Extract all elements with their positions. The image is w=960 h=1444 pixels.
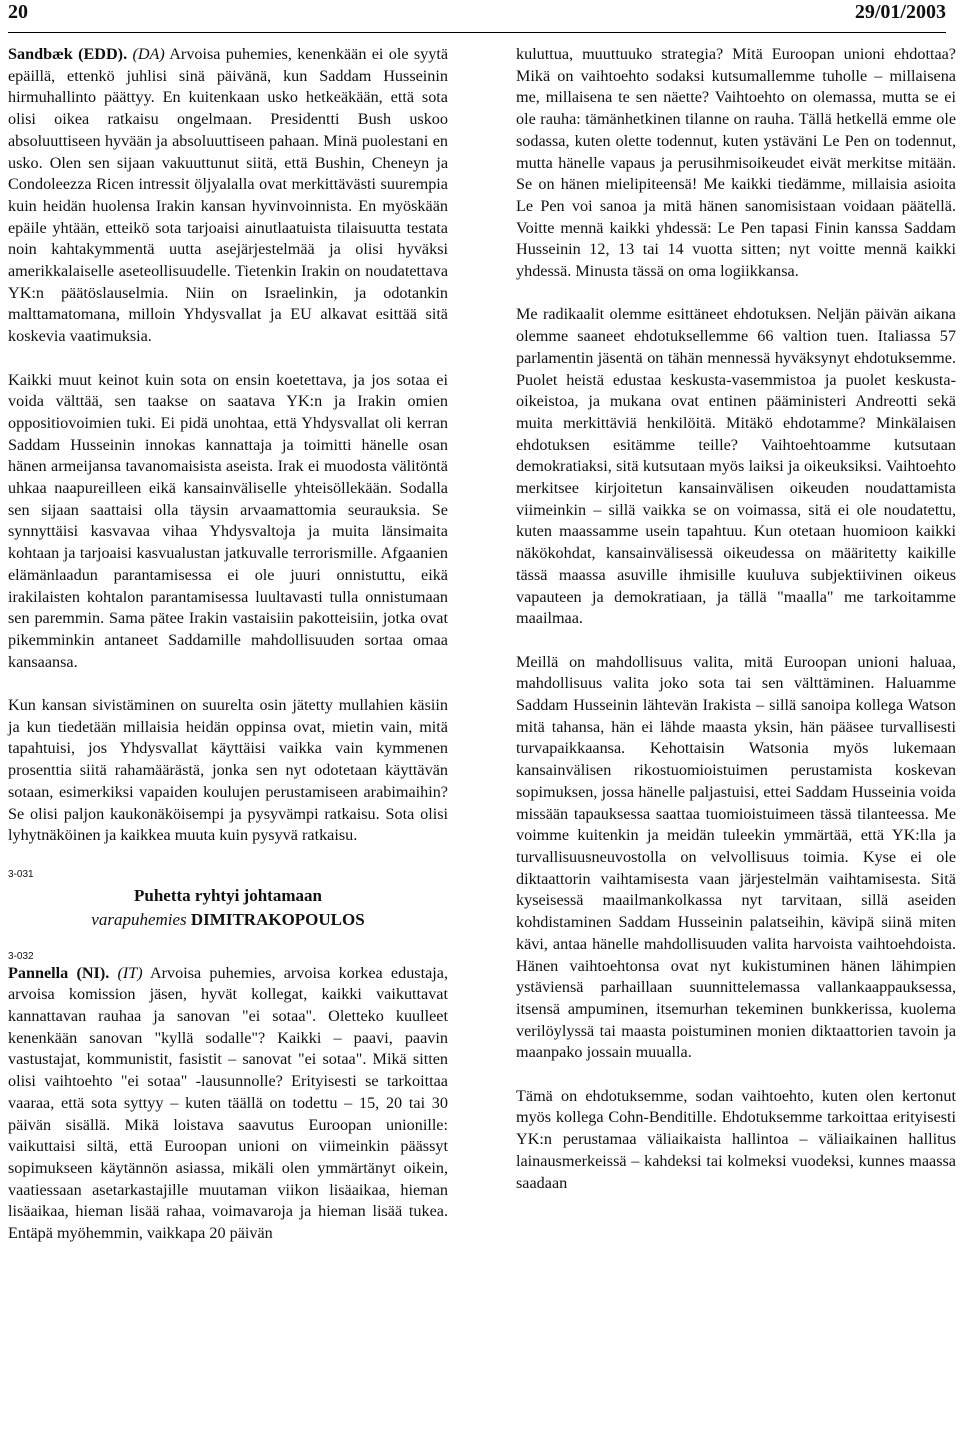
speech-text: Arvoisa puhemies, arvoisa korkea edustaja, arvoisa komission jäsen, hyvät kollegat, kaikki vaikuttavat kannattavan rauhaa ja sanovan "ei sotaa". Oletteko kuulleet kenenkään sanovan "kyllä sodalle"? Kaikki – paavi, paavin vastustajat, kommunistit, fasistit – sanovat "ei sotaa". Mikä sitten olisi vaihtoehto "ei sotaa" -lausunnolle? Erityisesti se tarkoittaa vaaraa, että sota syttyy – kuten täällä on todettu – 15, 20 tai 30 päivän sisällä. Mikä loistava saavutus Euroopan unionille: vaikuttaisi siltä, että Euroopan unioni on viimeinkin päässyt sopimukseen käytännön asiassa, mikäli olen ymmärtänyt oikein, vaatiessaan asetarkastajille muutaman viikon lisäaikaa, hieman lisäaikaa, hieman lisää rahaa, voimavaroja ja hieman lisää tukea. Entäpä myöhemmin, vaikkapa 20 päivän: [8, 963, 448, 1243]
chair-role: varapuhemies: [91, 909, 187, 929]
page-number: 20: [8, 1, 28, 23]
item-reference: 3-031: [8, 868, 34, 880]
speech-text: Arvoisa puhemies, kenenkään ei ole syytä epäillä, ettenkö juhlisi sinä päivänä, kun Saddam Husseinin hirmuhallinto päättyy. En kuitenkaan usko hetkeäkään, että sota olisi oikea ratkaisu ongelmaan. Presidentti Bush uskoo absoluuttiseen hyvään ja absoluuttiseen pahaan. Minä puolestani en usko. Olen sen sijaan vakuuttunut siitä, että Bushin, Cheneyn ja Condoleezza Ricen intressit öljyalalla ovat merkittävästi suurempia kuin heidän huolensa Irakin kansan hyvinvoinnista. En myöskään epäile yhtään, etteikö sota tarjoaisi ainutlaatuista tilaisuutta testata noin kahtakymmentä uutta asejärjestelmää ja olisi hyväksi amerikkalaiselle aseteollisuudelle. Tietenkin Irakin on noudatettava YK:n päätöslauselmia. Niin on Israelinkin, ja odotankin malttamatomana, milloin Yhdysvallat ja EU alkavat esittää sitä koskevia vaatimuksia.: [8, 45, 448, 346]
left-column: [8, 44, 448, 1245]
agenda-title: Puhetta ryhtyi johtamaan: [134, 885, 322, 905]
language-tag: (IT): [109, 963, 143, 982]
speech-pannella-paragraph-3: Me radikaalit olemme esittäneet ehdotuksen. Neljän päivän aikana olemme saaneet ehdotuksellemme 66 valtion tuen. Italiassa 57 parlamentin jäsentä on tähän mennessä hyväksynyt ehdotuksemme. Puolet heistä edustaa keskusta-vasemmistoa ja puolet keskusta-oikeistoa, ja mukana ovat entinen pääministeri Andreotti sekä muita merkittäviä henkilöitä. Mitäkö ehdotamme? Minkälaisen ehdotuksen esitämme teille? Vaihtoehtoamme kutsutaan demokratiaksi, sitä kutsutaan myös laiksi ja oikeuksiksi. Vaihtoehto merkitsee kirjoitetun kansainvälisen oikeuden noudattamista viimeinkin – sillä vaikka se on voimassa, sitä ei ole noudatettu, kuten maassamme usein tapahtuu. Kun otetaan huomioon kaikki näkökohdat, kansainvälisessä oikeudessa on määritetty kaikille tässä maassa asuville ihmisille kuuluva subjektiivinen oikeus vapauteen ja demokratiaan, ja tällä "maalla" me tarkoitamme maailmaa.: [516, 305, 956, 628]
agenda-chair: [8, 909, 448, 931]
page-date: 29/01/2003: [854, 1, 946, 23]
speech-pannella-paragraph-4: Meillä on mahdollisuus valita, mitä Euroopan unioni haluaa, mahdollisuus valita joko sota tai sen välttäminen. Haluamme Saddam Husseinin lähtevän Irakista – sillä sanoipa kollega Watson mitä tahansa, hän ei lähde maasta yksin, hän pääsee turvallisesti turvapaikkaansa. Kehottaisin Watsonia myös lukemaan kansainvälisen rikostuomioistuimen perustamista koskevan sopimuksen, jossa hänelle paljastuisi, ettei Saddam Husseinia voida missään tapauksessa saattaa tuomioistuimeen tässä tilanteessa. Me voimme kuitenkin ja meidän tuleekin ymmärtää, että YK:lla ja turvallisuusneuvostolla on velvollisuus toimia. Kyse ei ole diktaattorin vaihtamisesta vaan järjestelmän vaihtamisesta. Sitä kyseisessä maailmankolkassa nyt tarvitaan, sillä aseiden kohdistaminen Saddam Husseinin palatseihin, kävipä siinä miten kävi, antaa hänelle mahdollisuuden valita harvoista vaihtoehdoista. Hänen vaihtoehtonsa ovat nyt kukistuminen hänen lähimpien ystäviensä parhaillaan suunnittelemassa vallankaappauksessa, itsensä ampuminen, itsemurhan tekeminen bunkkerissa, kuolema verilöylyssä tai maasta poistuminen monien diktaattorien tavoin ja maanpako jossain muualla.: [516, 652, 956, 1062]
agenda-chair-change: [8, 869, 448, 931]
chair-name: DIMITRAKOPOULOS: [190, 909, 365, 929]
speech-sandbaek-paragraph-3: Kun kansan sivistäminen on suurelta osin jätetty mullahien käsiin ja kun tiedetään millaisia heidän oppinsa ovat, mietin vain, mitä tapahtuisi, jos Yhdysvallat käyttäisi vaikka vain kymmenen prosenttia siitä rahamäärästä, jonka sen nyt odotetaan käyttävän sotaan, esimerkiksi vapaiden koulujen perustamiseen arabimaihin? Se olisi paljon kaukonäköisempi ja pysyvämpi ratkaisu. Sota olisi lyhytnäköinen ja kaikkea muuta kuin pysyvä ratkaisu.: [8, 696, 448, 845]
language-tag: (DA): [127, 45, 165, 63]
speaker-name: Sandbæk (EDD).: [8, 45, 128, 63]
speaker-name: Pannella (NI).: [8, 963, 110, 982]
speech-sandbaek-paragraph-1: [8, 44, 448, 348]
speech-sandbaek-paragraph-2: Kaikki muut keinot kuin sota on ensin koetettava, ja jos sotaa ei voida välttää, sen taakse on saatava YK:n ja Irakin omien oppositiovoimien tuki. Ei pidä unohtaa, että Yhdysvallat oli kerran Saddam Husseinin innokas kannattaja ja toimitti hänelle osan hänen armeijansa tavanomaisista aseista. Irak ei muodosta välitöntä uhkaa naapureilleen eikä kansainväliselle yhteisöllekään. Sodalla sen sijaan saattaisi olla täysin arvaamattomia seurauksia. Se synnyttäisi kasvavaa vihaa Yhdysvaltoja ja muita länsimaita kohtaan ja tarjoaisi kasvualustan jatkuvalle terrorismille. Afgaanien elämänlaadun parantamisessa ei ole juuri onnistuttu, eikä irakilaisten kohtalon parantamisessa luultavasti tulla onnistumaan sen paremmin. Sama pätee Irakin vastaisiin pakotteisiin, jotka ovat pikemminkin antaneet Saddamille mahdollisuuden sortaa omaa kansaansa.: [8, 370, 448, 671]
speech-pannella-paragraph-5: Tämä on ehdotuksemme, sodan vaihtoehto, kuten olen kertonut myös kollega Cohn-Benditille. Ehdotuksemme tarkoittaa erityisesti YK:n perustamaa väliaikaista hallintoa – väliaikainen hallitus lainausmerkeissä – kahdeksi tai kolmeksi vuodeksi, kunnes maassa saadaan: [516, 1086, 956, 1192]
page-header: [8, 0, 946, 33]
right-column: [516, 44, 956, 1194]
speech-pannella-paragraph-1: [8, 963, 448, 1245]
speech-pannella-paragraph-2: kuluttua, muuttuuko strategia? Mitä Euroopan unioni ehdottaa? Mikä on vaihtoehto sodaksi kutsumallemme tuholle – millaisena me, millaisena te sen näette? Vaihtoehto on olemassa, mutta se ei ole rauha: tämänhetkinen tilanne on rauha. Tällä hetkellä emme ole sodassa, kuten olette todennut, kuten ystäväni Le Pen on todennut, mutta hänelle vapaus ja perusihmisoikeudet eivät merkitse mitään. Se on hänen mielipiteensä! Me kaikki tiedämme, millaisia asioita Le Pen voi sanoa ja mitä hänen sanomisistaan voidaan päätellä. Voitte mennä kaikki yhdessä: Le Pen tapasi Finin kanssa Saddam Husseinin 12, 13 tai 14 vuotta sitten; nyt voitte mennä kaikki yhdessä. Minusta tässä on oma logiikkansa.: [516, 45, 956, 281]
item-reference: 3-032: [8, 950, 34, 962]
